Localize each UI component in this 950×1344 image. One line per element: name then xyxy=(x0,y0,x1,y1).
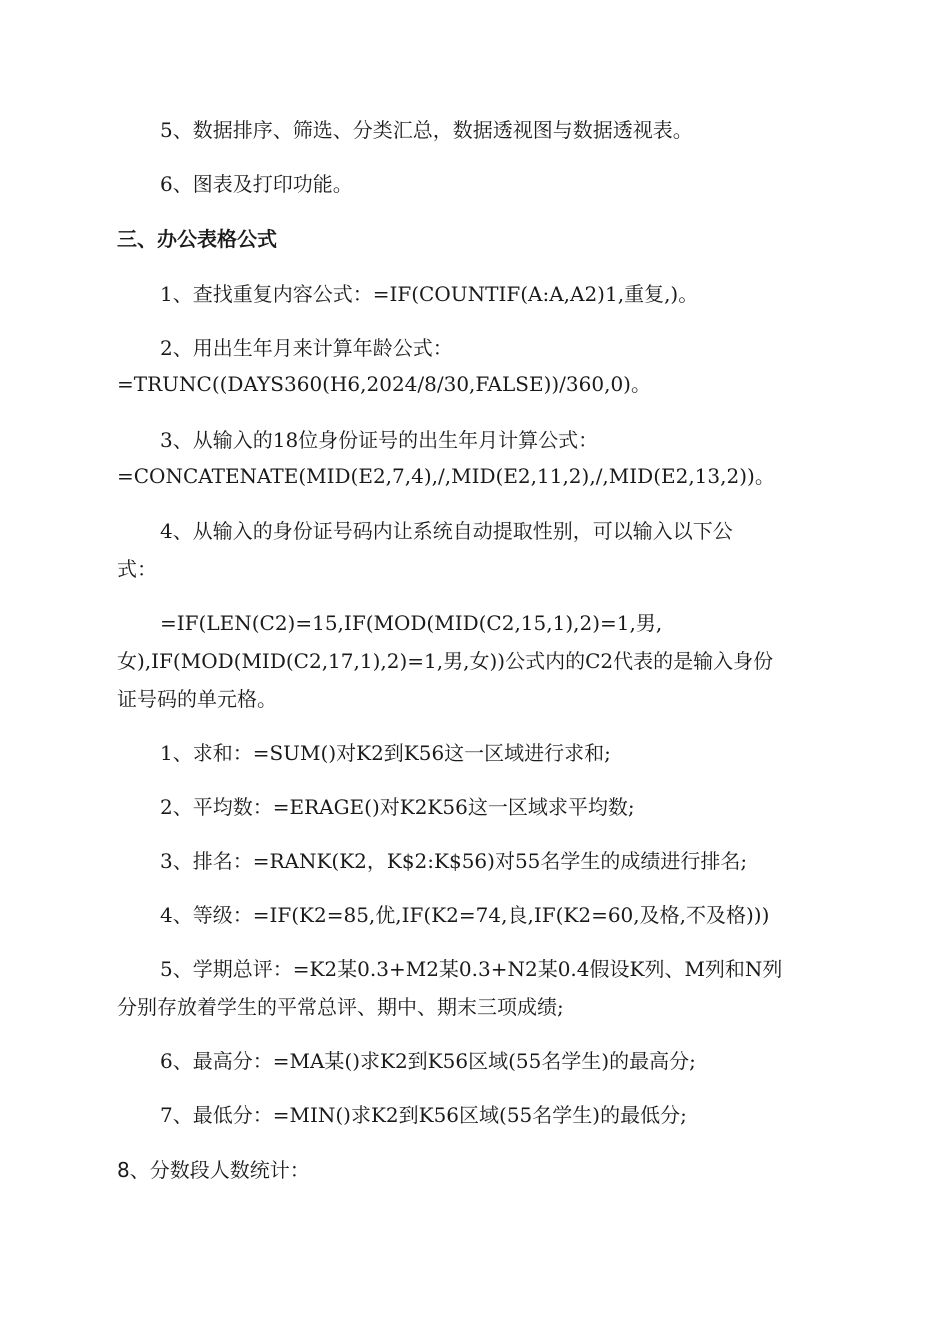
formula-gender-line1: =IF(LEN(C2)=15,IF(MOD(MID(C2,15,1),2)=1,男, xyxy=(160,611,663,635)
paragraph-sort-filter: 5、数据排序、筛选、分类汇总，数据透视图与数据透视表。 xyxy=(160,118,693,142)
paragraph-chart-print: 6、图表及打印功能。 xyxy=(160,172,353,196)
paragraph-sum: 1、求和：=SUM()对K2到K56这一区域进行求和; xyxy=(160,741,611,765)
paragraph-grade: 4、等级：=IF(K2=85,优,IF(K2=74,良,IF(K2=60,及格,不及格))) xyxy=(160,903,770,927)
section-heading: 三、办公表格公式 xyxy=(117,227,277,251)
paragraph-birthdate-formula: 3、从输入的18位身份证号的出生年月计算公式： xyxy=(160,428,599,452)
formula-birthdate: =CONCATENATE(MID(E2,7,4),/,MID(E2,11,2),/,MID(E2,13,2))。 xyxy=(117,464,775,488)
paragraph-average: 2、平均数：=ERAGE()对K2K56这一区域求平均数; xyxy=(160,795,635,819)
formula-gender-line3: 证号码的单元格。 xyxy=(117,687,277,711)
paragraph-gender-intro-cont: 式： xyxy=(117,557,157,581)
paragraph-max-score: 6、最高分：=MA某()求K2到K56区域(55名学生)的最高分; xyxy=(160,1049,696,1073)
paragraph-gender-intro: 4、从输入的身份证号码内让系统自动提取性别，可以输入以下公 xyxy=(160,519,733,543)
paragraph-rank: 3、排名：=RANK(K2，K$2:K$56)对55名学生的成绩进行排名; xyxy=(160,849,748,873)
paragraph-find-duplicates: 1、查找重复内容公式：=IF(COUNTIF(A:A,A2)1,重复,)。 xyxy=(160,282,699,306)
paragraph-min-score: 7、最低分：=MIN()求K2到K56区域(55名学生)的最低分; xyxy=(160,1103,687,1127)
paragraph-age-formula: 2、用出生年月来计算年龄公式： xyxy=(160,336,453,360)
paragraph-term-total-cont: 分别存放着学生的平常总评、期中、期末三项成绩; xyxy=(117,995,564,1019)
formula-age: =TRUNC((DAYS360(H6,2024/8/30,FALSE))/360,0)。 xyxy=(117,372,651,396)
formula-gender-line2: 女),IF(MOD(MID(C2,17,1),2)=1,男,女))公式内的C2代表的是输入身份 xyxy=(117,649,774,673)
paragraph-term-total: 5、学期总评：=K2某0.3+M2某0.3+N2某0.4假设K列、M列和N列 xyxy=(160,957,783,981)
paragraph-score-ranges: 8、分数段人数统计： xyxy=(117,1158,310,1182)
